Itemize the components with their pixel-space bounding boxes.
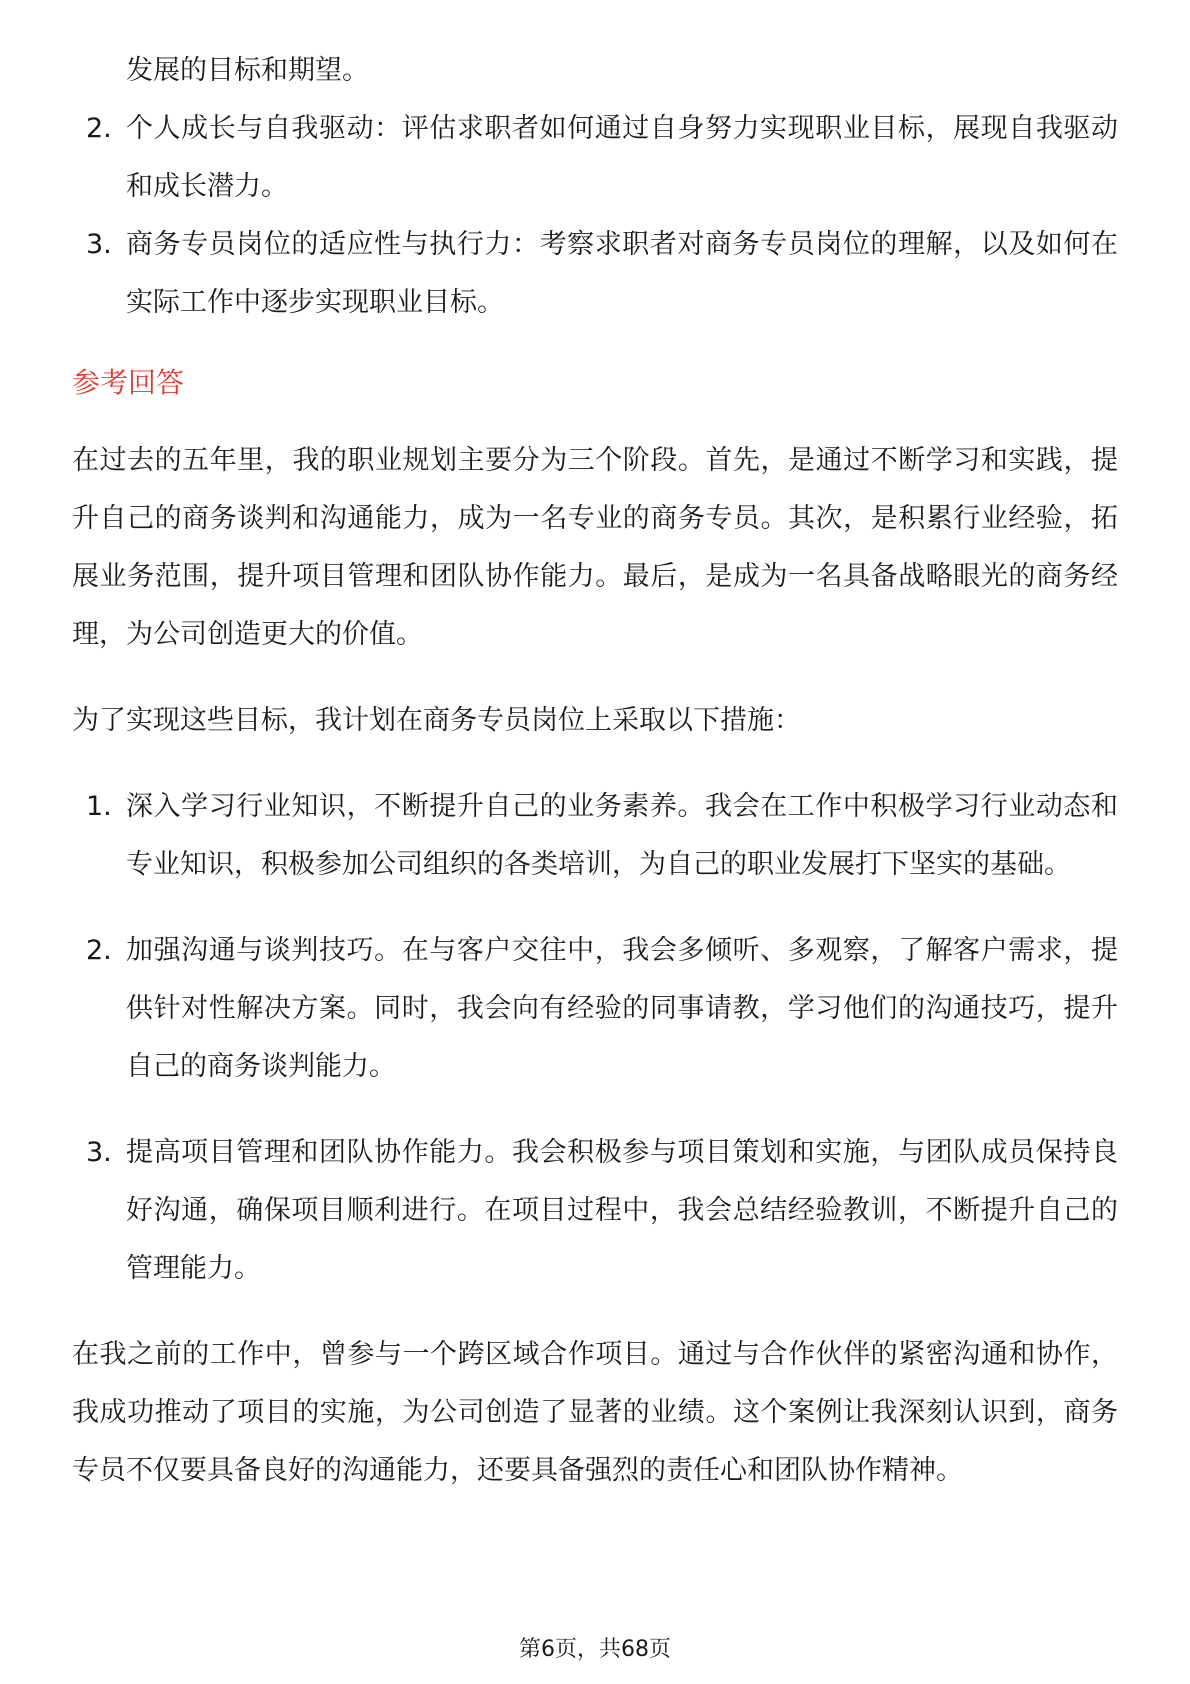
answer-paragraph-3: 在我之前的工作中，曾参与一个跨区域合作项目。通过与合作伙伴的紧密沟通和协作，我成功推动了项目的实施，为公司创造了显著的业绩。这个案例让我深刻认识到，商务专员不仅要具备良好的沟通能力，还要具备强烈的责任心和团队协作精神。 (72, 1339, 1118, 1486)
list-item (72, 216, 1118, 332)
list-text: 深入学习行业知识，不断提升自己的业务素养。我会在工作中积极学习行业动态和专业知识，积极参加公司组织的各类培训，为自己的职业发展打下坚实的基础。 (126, 791, 1118, 880)
list-number: 3. (86, 1137, 112, 1168)
list-number: 2. (86, 113, 112, 144)
list-item (72, 778, 1118, 894)
list-item (72, 100, 1118, 216)
intro-list (72, 100, 1118, 332)
intro-continuation: 发展的目标和期望。 (126, 55, 369, 86)
list-text: 商务专员岗位的适应性与执行力：考察求职者对商务专员岗位的理解，以及如何在实际工作中逐步实现职业目标。 (126, 229, 1118, 318)
page-number: 第6页，共68页 (519, 1637, 671, 1662)
list-item (72, 1124, 1118, 1298)
list-text: 个人成长与自我驱动：评估求职者如何通过自身努力实现职业目标，展现自我驱动和成长潜力。 (126, 113, 1118, 202)
list-number: 1. (86, 791, 112, 822)
answer-paragraph-1: 在过去的五年里，我的职业规划主要分为三个阶段。首先，是通过不断学习和实践，提升自己的商务谈判和沟通能力，成为一名专业的商务专员。其次，是积累行业经验，拓展业务范围，提升项目管理和团队协作能力。最后，是成为一名具备战略眼光的商务经理，为公司创造更大的价值。 (72, 445, 1118, 650)
document-page (72, 42, 1118, 1500)
list-text: 提高项目管理和团队协作能力。我会积极参与项目策划和实施，与团队成员保持良好沟通，确保项目顺利进行。在项目过程中，我会总结经验教训，不断提升自己的管理能力。 (126, 1137, 1118, 1284)
list-number: 2. (86, 935, 112, 966)
measures-list (72, 778, 1118, 1298)
list-number: 3. (86, 229, 112, 260)
section-title: 参考回答 (72, 366, 185, 399)
list-item (72, 922, 1118, 1096)
list-text: 加强沟通与谈判技巧。在与客户交往中，我会多倾听、多观察，了解客户需求，提供针对性解决方案。同时，我会向有经验的同事请教，学习他们的沟通技巧，提升自己的商务谈判能力。 (126, 935, 1118, 1082)
answer-paragraph-2: 为了实现这些目标，我计划在商务专员岗位上采取以下措施： (72, 705, 801, 736)
